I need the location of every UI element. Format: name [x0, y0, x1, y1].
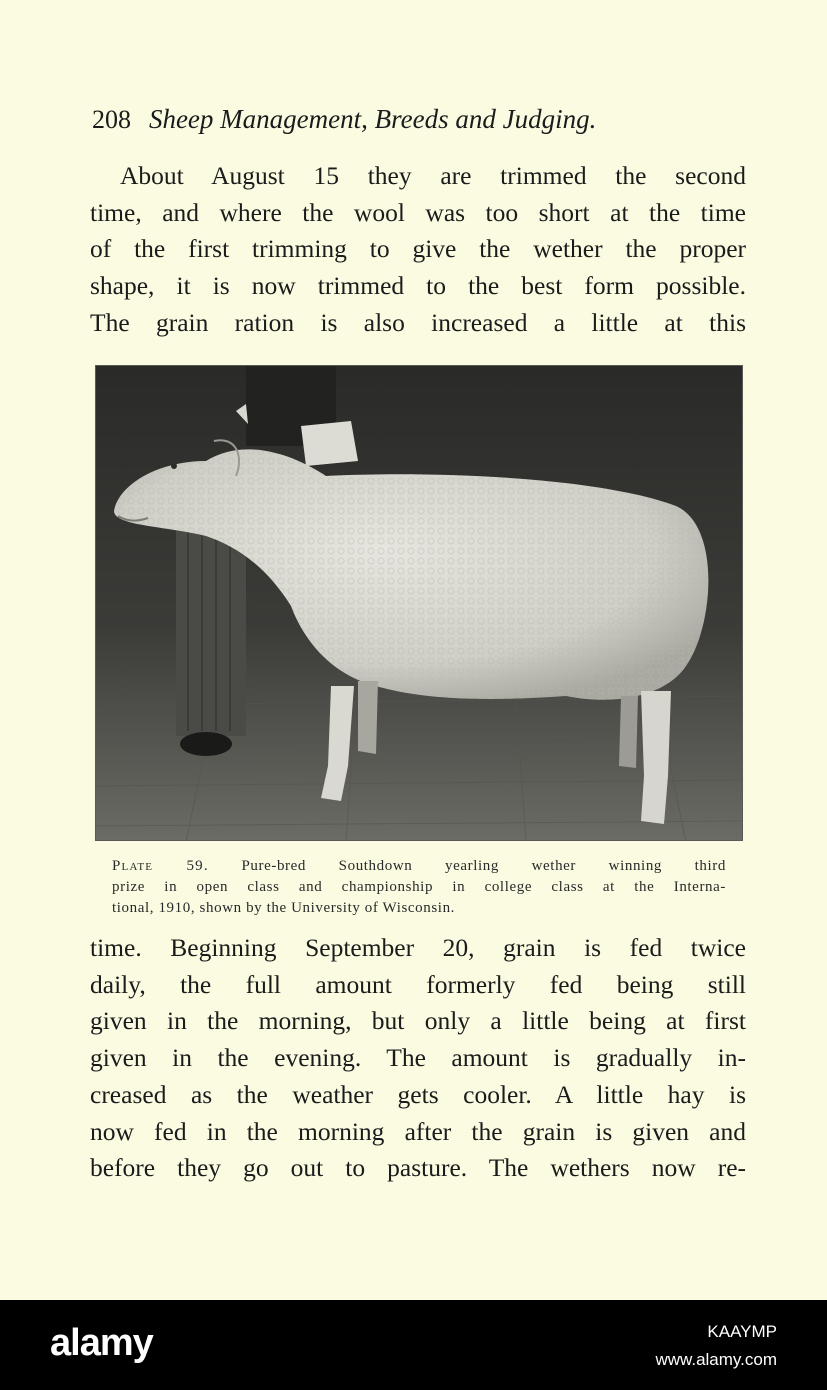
caption-line: prize in open class and championship in college class at the Interna- — [112, 879, 726, 895]
caption-line — [112, 856, 726, 877]
text-line: time. Beginning September 20, grain is fed twice — [90, 933, 746, 962]
caption-text: Pure-bred Southdown yearling wether winning third — [241, 858, 726, 874]
stock-footer — [0, 1300, 827, 1390]
text-line: time, and where the wool was too short at the time — [90, 197, 746, 227]
running-header — [92, 104, 752, 140]
plate-photograph — [95, 365, 743, 841]
sheep-photo — [96, 366, 743, 841]
plate-label: Plate 59. — [112, 858, 209, 874]
caption-line: tional, 1910, shown by the University of Wisconsin. — [112, 900, 456, 916]
plate-caption — [112, 856, 726, 919]
image-id: KAAYMP — [707, 1322, 777, 1341]
running-title: Sheep Management, Breeds and Judging. — [148, 104, 597, 134]
text-line: About August 15 they are trimmed the second — [120, 161, 746, 190]
text-line: now fed in the morning after the grain is given and — [90, 1116, 746, 1146]
text-line: The grain ration is also increased a little at this — [90, 307, 746, 337]
page-number: 208 — [92, 105, 131, 134]
paragraph-bottom — [90, 930, 746, 1187]
text-line: given in the morning, but only a little being at first — [90, 1006, 746, 1036]
text-line: creased as the weather gets cooler. A little hay is — [90, 1079, 746, 1109]
text-line: before they go out to pasture. The wethers now re- — [90, 1153, 746, 1183]
site-url: www.alamy.com — [655, 1350, 777, 1369]
paragraph-top — [90, 158, 746, 342]
text-line: daily, the full amount formerly fed being still — [90, 969, 746, 999]
text-line: shape, it is now trimmed to the best form possible. — [90, 271, 746, 301]
text-line: given in the evening. The amount is gradually in- — [90, 1043, 746, 1073]
text-line: of the first trimming to give the wether the proper — [90, 234, 746, 264]
alamy-logo: alamy — [50, 1322, 153, 1364]
